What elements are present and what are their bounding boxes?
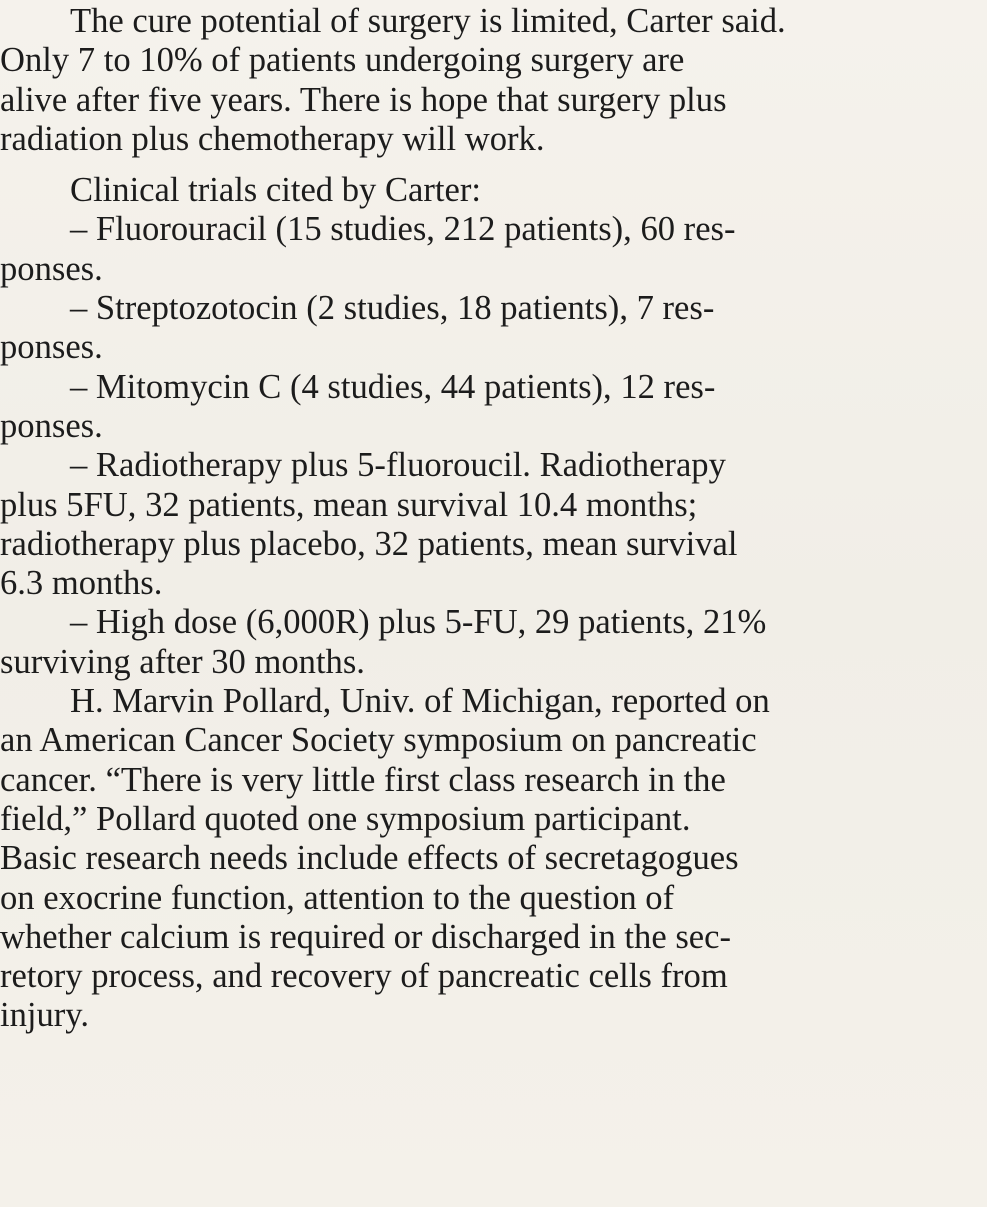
- paragraph-trial-mitomycin: [0, 368, 987, 447]
- text-line: – Fluorouracil (15 studies, 212 patients), 60 res-: [70, 210, 736, 249]
- text-line: cancer. “There is very little first class research in the: [0, 760, 726, 799]
- paragraph-trial-streptozotocin: [0, 289, 987, 368]
- text-line: ponses.: [0, 328, 103, 367]
- text-line: – Streptozotocin (2 studies, 18 patients), 7 res-: [70, 289, 715, 328]
- text-line: Only 7 to 10% of patients undergoing surgery are: [0, 41, 685, 80]
- paragraph-trial-radiotherapy: [0, 446, 987, 603]
- text-line: an American Cancer Society symposium on pancreatic: [0, 721, 757, 760]
- text-line: surviving after 30 months.: [0, 642, 365, 681]
- text-line: retory process, and recovery of pancreatic cells from: [0, 957, 728, 996]
- text-line: 6.3 months.: [0, 564, 163, 603]
- paragraph-trial-fluorouracil: [0, 210, 987, 289]
- paragraph-trial-high-dose: [0, 603, 987, 682]
- text-line: plus 5FU, 32 patients, mean survival 10.4 months;: [0, 485, 698, 524]
- text-line: on exocrine function, attention to the question of: [0, 878, 675, 917]
- text-line: alive after five years. There is hope that surgery plus: [0, 80, 727, 119]
- text-line: The cure potential of surgery is limited, Carter said.: [70, 2, 786, 40]
- text-line: Basic research needs include effects of secretagogues: [0, 839, 739, 878]
- text-line: H. Marvin Pollard, Univ. of Michigan, reported on: [70, 682, 770, 721]
- text-line: injury.: [0, 996, 89, 1035]
- text-line: Clinical trials cited by Carter:: [70, 171, 481, 210]
- text-column: [0, 2, 987, 1036]
- paragraph-surgery: [0, 2, 987, 159]
- paragraph-trials-heading: [0, 171, 987, 210]
- text-line: whether calcium is required or discharged in the sec-: [0, 917, 731, 956]
- text-line: ponses.: [0, 249, 103, 288]
- text-line: – Radiotherapy plus 5-fluoroucil. Radiotherapy: [70, 446, 726, 485]
- text-line: – High dose (6,000R) plus 5-FU, 29 patients, 21%: [70, 603, 767, 642]
- text-line: – Mitomycin C (4 studies, 44 patients), 12 res-: [70, 367, 716, 406]
- paragraph-gap: [0, 159, 987, 171]
- text-line: ponses.: [0, 406, 103, 445]
- text-line: radiation plus chemotherapy will work.: [0, 119, 545, 158]
- text-line: radiotherapy plus placebo, 32 patients, mean survival: [0, 524, 738, 563]
- text-line: field,” Pollard quoted one symposium participant.: [0, 799, 691, 838]
- paragraph-pollard: [0, 682, 987, 1036]
